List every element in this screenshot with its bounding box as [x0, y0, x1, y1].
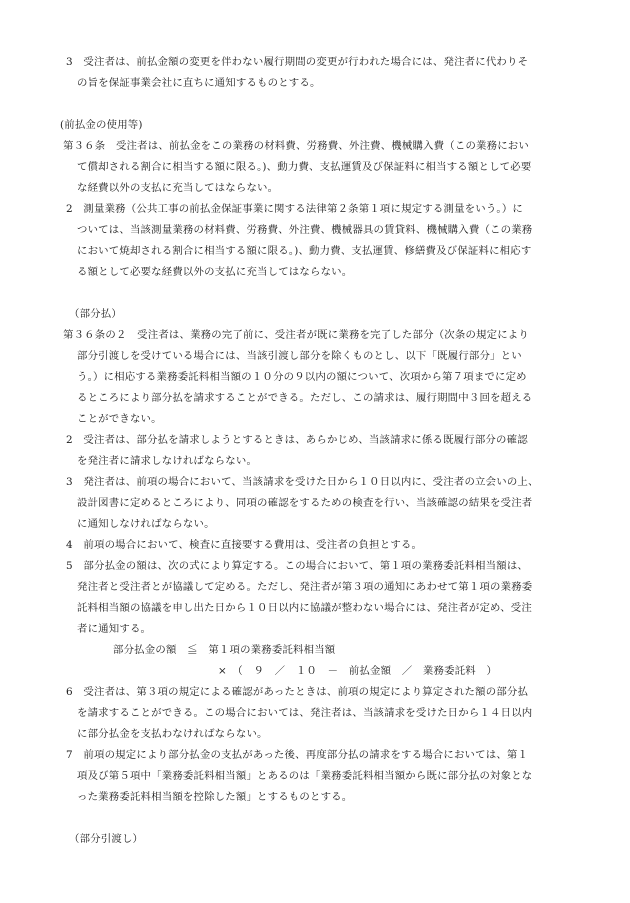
- clause-36-2-item5-line1: 5 部分払金の額は、次の式により算定する。この場合において、第１項の業務委託料相当額は、: [66, 560, 528, 572]
- clause-36-2-item6-line1: 6 受注者は、第３項の規定による確認があったときは、前項の規定により算定された額の部分払: [66, 686, 529, 698]
- clause-36-2-line1: 第３６条の２ 受注者は、業務の完了前に、受注者が既に業務を完了した部分（次条の規定により: [63, 329, 529, 341]
- clause-36-2-item2-line1: 2 受注者は、部分払を請求しようとするときは、あらかじめ、当該請求に係る既履行部分の確認: [66, 434, 528, 446]
- clause-36-2-item5-line2: 発注者と受注者とが協議して定める。ただし、発注者が第３項の通知にあわせて第１項の業務委: [77, 581, 533, 593]
- heading-advance-payment-use: (前払金の使用等): [60, 119, 143, 131]
- clause-36-2-line2: 部分引渡しを受けている場合には、当該引渡し部分を除くものとし、以下「既履行部分」とい: [77, 350, 522, 362]
- heading-partial-delivery: （部分引渡し）: [69, 833, 144, 845]
- clause-36-2-line5: ことができない。: [77, 413, 162, 425]
- clause-36-2-item4: 4 前項の場合において、検査に直接要する費用は、受注者の負担とする。: [66, 539, 423, 551]
- clause-36-2-item2-line2: を発注者に請求しなければならない。: [77, 455, 258, 467]
- clause-36-2-item3-line1: 3 発注者は、前項の場合において、当該請求を受けた日から１０日以内に、受注者の立会いの上、: [66, 476, 539, 488]
- clause-36-2-item7-line1: 7 前項の規定により部分払金の支払があった後、再度部分払の請求をする場合においては、第１: [66, 749, 529, 761]
- formula-line1: 部分払金の額 ≦ 第１項の業務委託料相当額: [113, 644, 336, 656]
- clause-36-2-item6-line3: に部分払金を支払わなければならない。: [77, 728, 268, 740]
- clause-36-2-item5-line3: 託料相当額の協議を申し出た日から１０日以内に協議が整わない場合には、発注者が定め、受注: [77, 602, 532, 614]
- clause-36-2-line4: るところにより部分払を請求することができる。ただし、この請求は、履行期間中３回を超える: [77, 392, 533, 404]
- clause-36-item2-line3: において焼却される割合に相当する額に限る。)、動力費、支払運賃、修繕費及び保証料に相応す: [77, 245, 532, 257]
- formula-line2: × （ ９ ／ １０ － 前払金額 ／ 業務委託料 ）: [218, 665, 498, 677]
- clause-35-item3-line2: の旨を保証事業会社に直ちに通知するものとする。: [77, 77, 321, 89]
- clause-36-item2-line1: 2 測量業務（公共工事の前払金保証事業に関する法律第２条第１項に規定する測量をいう。）に: [66, 203, 524, 215]
- clause-36-item2-line4: る額として必要な経費以外の支払に充当してはならない。: [77, 266, 353, 278]
- clause-36-item2-line2: ついては、当該測量業務の材料費、労務費、外注費、機械器具の賃貸料、機械購入費（この業務: [77, 224, 533, 236]
- clause-35-item3-line1: 3 受注者は、前払金額の変更を伴わない履行期間の変更が行われた場合には、発注者に代わりそ: [66, 56, 529, 68]
- clause-36-2-item3-line3: に通知しなければならない。: [77, 518, 215, 530]
- clause-36-2-item7-line2: 項及び第５項中「業務委託料相当額」とあるのは「業務委託料相当額から既に部分払の対象とな: [77, 770, 533, 782]
- clause-36-2-item5-line4: 者に通知する。: [77, 623, 152, 635]
- clause-36-2-item7-line3: った業務委託料相当額を控除した額」とするものとする。: [77, 791, 353, 803]
- clause-36-line2: て償却される割合に相当する額に限る。)、動力費、支払運賃及び保証料に相当する額として必要: [77, 161, 532, 173]
- clause-36-line1: 第３６条 受注者は、前払金をこの業務の材料費、労務費、外注費、機械購入費（この業務におい: [63, 140, 529, 152]
- clause-36-line3: な経費以外の支払に充当してはならない。: [77, 182, 279, 194]
- clause-36-2-item3-line2: 設計図書に定めるところにより、同項の確認をするための検査を行い、当該確認の結果を受注者: [77, 497, 533, 509]
- clause-36-2-item6-line2: を請求することができる。この場合においては、発注者は、当該請求を受けた日から１４日以内: [77, 707, 533, 719]
- heading-partial-payment: （部分払）: [69, 308, 122, 320]
- clause-36-2-line3: う。）に相応する業務委託料相当額の１０分の９以内の額について、次項から第７項までに定め: [77, 371, 527, 383]
